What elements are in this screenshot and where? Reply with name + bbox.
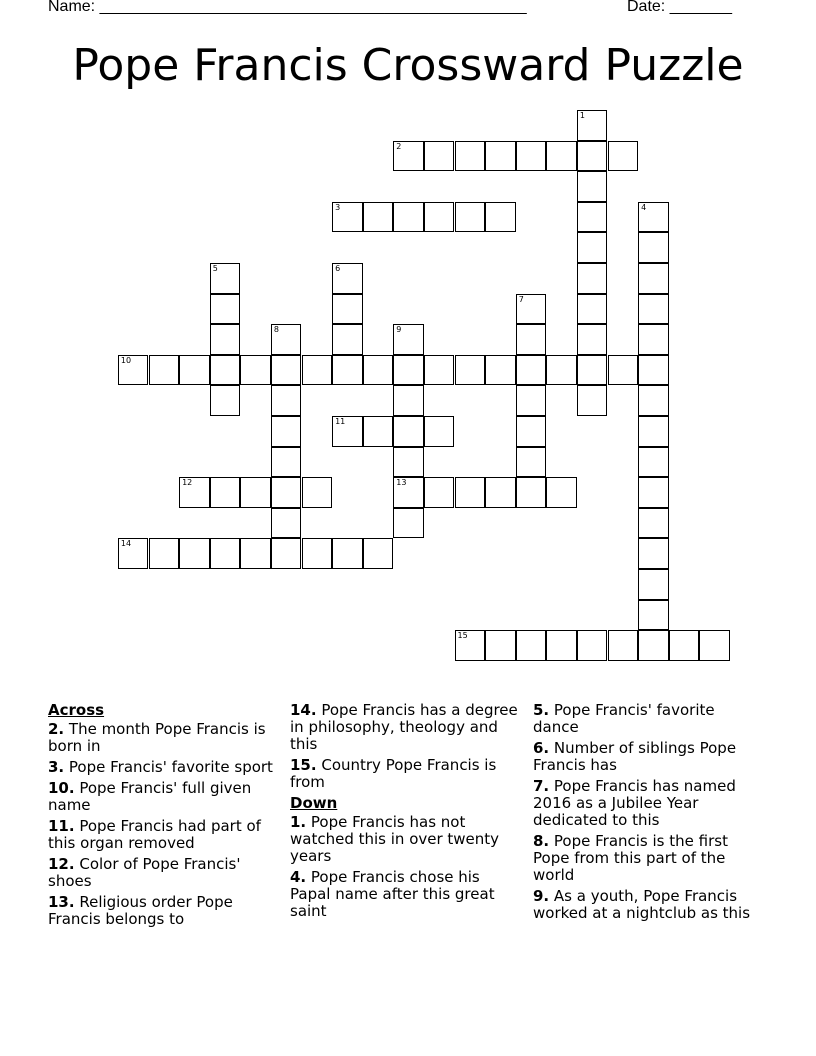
grid-cell[interactable] [638, 508, 669, 539]
clue-number: 4 [641, 202, 647, 212]
grid-cell[interactable] [240, 477, 271, 508]
grid-cell[interactable] [516, 294, 547, 325]
clue-number: 10 [120, 355, 132, 365]
clue-item [290, 757, 520, 791]
clue-item-number: 6. [533, 739, 550, 757]
grid-cell[interactable] [332, 355, 363, 386]
grid-cell[interactable] [393, 477, 424, 508]
grid-cell[interactable] [516, 385, 547, 416]
grid-cell[interactable] [455, 141, 486, 172]
grid-cell[interactable] [393, 355, 424, 386]
grid-cell[interactable] [577, 630, 608, 661]
grid-cell[interactable] [516, 355, 547, 386]
grid-cell[interactable] [118, 355, 149, 386]
grid-cell[interactable] [363, 538, 394, 569]
grid-cell[interactable] [546, 355, 577, 386]
grid-cell[interactable] [608, 355, 639, 386]
grid-cell[interactable] [546, 630, 577, 661]
clues-column-2 [290, 702, 520, 924]
grid-cell[interactable] [210, 355, 241, 386]
grid-cell[interactable] [485, 477, 516, 508]
clue-number: 13 [396, 478, 407, 488]
clue-number: 15 [457, 631, 468, 641]
grid-cell[interactable] [516, 141, 547, 172]
clue-item-text: Pope Francis' favorite sport [64, 758, 273, 776]
clue-item-text: Pope Francis has named 2016 as a Jubilee Year dedicated to this [533, 777, 736, 829]
grid-cell[interactable] [455, 630, 486, 661]
grid-cell[interactable] [516, 416, 547, 447]
grid-cell[interactable] [638, 569, 669, 600]
clues-column-3 [533, 702, 761, 926]
clue-item-number: 14. [290, 701, 317, 719]
clue-item-number: 11. [48, 817, 75, 835]
clue-item-text: Pope Francis' full given name [48, 779, 252, 814]
grid-cell[interactable] [638, 232, 669, 263]
grid-cell[interactable] [424, 141, 455, 172]
grid-cell[interactable] [424, 477, 455, 508]
clue-item-text: Pope Francis is the first Pope from this part of the world [533, 832, 728, 884]
grid-cell[interactable] [363, 202, 394, 233]
clue-number: 8 [273, 325, 279, 335]
grid-cell[interactable] [302, 477, 333, 508]
grid-cell[interactable] [638, 385, 669, 416]
grid-cell[interactable] [608, 630, 639, 661]
grid-cell[interactable] [638, 355, 669, 386]
grid-cell[interactable] [455, 477, 486, 508]
clue-item [48, 721, 276, 755]
clue-item [533, 833, 761, 884]
clue-item-number: 2. [48, 720, 65, 738]
grid-cell[interactable] [577, 171, 608, 202]
clue-number: 3 [335, 202, 341, 212]
grid-cell[interactable] [638, 263, 669, 294]
clue-item-number: 3. [48, 758, 65, 776]
clue-item-number: 8. [533, 832, 550, 850]
grid-cell[interactable] [210, 538, 241, 569]
clue-item-number: 10. [48, 779, 75, 797]
clue-item [48, 894, 276, 928]
grid-cell[interactable] [271, 508, 302, 539]
grid-cell[interactable] [393, 202, 424, 233]
clue-item [533, 740, 761, 774]
grid-cell[interactable] [332, 294, 363, 325]
grid-cell[interactable] [210, 477, 241, 508]
clue-item [290, 702, 520, 753]
grid-cell[interactable] [332, 416, 363, 447]
grid-cell[interactable] [485, 141, 516, 172]
grid-cell[interactable] [393, 416, 424, 447]
clue-item-number: 4. [290, 868, 307, 886]
grid-cell[interactable] [577, 232, 608, 263]
grid-cell[interactable] [638, 447, 669, 478]
grid-cell[interactable] [577, 355, 608, 386]
clue-item [533, 778, 761, 829]
clue-item [48, 856, 276, 890]
grid-cell[interactable] [516, 324, 547, 355]
grid-cell[interactable] [608, 141, 639, 172]
clue-item [48, 818, 276, 852]
clue-item-text: Pope Francis chose his Papal name after this great saint [290, 868, 495, 920]
clue-item-text: Country Pope Francis is from [290, 756, 497, 791]
grid-cell[interactable] [516, 630, 547, 661]
grid-cell[interactable] [332, 538, 363, 569]
grid-cell[interactable] [393, 141, 424, 172]
clue-number: 5 [212, 264, 218, 273]
grid-cell[interactable] [577, 385, 608, 416]
clue-item [48, 780, 276, 814]
grid-cell[interactable] [210, 294, 241, 325]
grid-cell[interactable] [577, 324, 608, 355]
clue-item-text: Number of siblings Pope Francis has [533, 739, 737, 774]
grid-cell[interactable] [516, 447, 547, 478]
grid-cell[interactable] [638, 477, 669, 508]
down-heading: Down [290, 794, 338, 812]
grid-cell[interactable] [669, 630, 700, 661]
name-field-line: Name: ________________________________________________ [48, 0, 527, 15]
grid-cell[interactable] [699, 630, 730, 661]
grid-cell[interactable] [302, 538, 333, 569]
clue-item-number: 15. [290, 756, 317, 774]
clue-item [48, 759, 276, 776]
clue-item-number: 7. [533, 777, 550, 795]
grid-cell[interactable] [424, 416, 455, 447]
grid-cell[interactable] [363, 355, 394, 386]
grid-cell[interactable] [638, 630, 669, 661]
grid-cell[interactable] [393, 447, 424, 478]
clue-item-text: Pope Francis has not watched this in over twenty years [290, 813, 500, 865]
clue-item-text: Pope Francis has a degree in philosophy, theology and this [290, 701, 518, 753]
clue-item [290, 869, 520, 920]
clue-item [290, 814, 520, 865]
grid-cell[interactable] [638, 202, 669, 233]
grid-cell[interactable] [210, 324, 241, 355]
grid-cell[interactable] [577, 141, 608, 172]
clue-item-text: Color of Pope Francis' shoes [48, 855, 241, 890]
grid-cell[interactable] [271, 355, 302, 386]
clue-item-number: 5. [533, 701, 550, 719]
grid-cell[interactable] [179, 477, 210, 508]
clue-item-number: 9. [533, 887, 550, 905]
clue-item-text: Religious order Pope Francis belongs to [48, 893, 233, 928]
clue-number: 6 [335, 264, 341, 273]
grid-cell[interactable] [240, 538, 271, 569]
grid-cell[interactable] [271, 447, 302, 478]
clue-item-text: Pope Francis' favorite dance [533, 701, 715, 736]
grid-cell[interactable] [271, 324, 302, 355]
clues-column-1 [48, 702, 276, 932]
clue-number: 11 [335, 417, 346, 426]
grid-cell[interactable] [546, 477, 577, 508]
grid-cell[interactable] [638, 416, 669, 447]
grid-cell[interactable] [516, 477, 547, 508]
grid-cell[interactable] [210, 263, 241, 294]
grid-cell[interactable] [271, 538, 302, 569]
grid-cell[interactable] [455, 355, 486, 386]
grid-cell[interactable] [393, 385, 424, 416]
grid-cell[interactable] [210, 385, 241, 416]
grid-cell[interactable] [271, 477, 302, 508]
clue-item [533, 702, 761, 736]
grid-cell[interactable] [271, 385, 302, 416]
grid-cell[interactable] [179, 355, 210, 386]
page-title: Pope Francis Crossward Puzzle [72, 40, 744, 91]
grid-cell[interactable] [638, 538, 669, 569]
grid-cell[interactable] [485, 355, 516, 386]
grid-cell[interactable] [149, 355, 180, 386]
grid-cell[interactable] [332, 202, 363, 233]
clue-item-text: Pope Francis had part of this organ removed [48, 817, 261, 852]
grid-cell[interactable] [638, 600, 669, 631]
grid-cell[interactable] [118, 538, 149, 569]
clue-item [533, 888, 761, 922]
grid-cell[interactable] [577, 202, 608, 233]
grid-cell[interactable] [577, 294, 608, 325]
grid-cell[interactable] [393, 324, 424, 355]
grid-cell[interactable] [271, 416, 302, 447]
grid-cell[interactable] [179, 538, 210, 569]
grid-cell[interactable] [424, 355, 455, 386]
grid-cell[interactable] [577, 263, 608, 294]
grid-cell[interactable] [638, 294, 669, 325]
grid-cell[interactable] [485, 630, 516, 661]
grid-cell[interactable] [363, 416, 394, 447]
clue-number: 14 [120, 539, 132, 549]
clue-item-number: 1. [290, 813, 307, 831]
clue-number: 12 [182, 478, 193, 488]
grid-cell[interactable] [393, 508, 424, 539]
across-heading: Across [48, 701, 105, 719]
grid-cell[interactable] [638, 324, 669, 355]
clue-item-text: As a youth, Pope Francis worked at a nightclub as this [533, 887, 751, 922]
clue-item-number: 13. [48, 893, 75, 911]
grid-cell[interactable] [455, 202, 486, 233]
clue-number: 7 [518, 294, 524, 304]
grid-cell[interactable] [332, 263, 363, 294]
grid-cell[interactable] [332, 324, 363, 355]
date-field-line: Date: _______ [627, 0, 732, 15]
clue-number: 9 [396, 325, 402, 335]
clue-number: 1 [579, 111, 585, 120]
grid-cell[interactable] [485, 202, 516, 233]
grid-cell[interactable] [424, 202, 455, 233]
grid-cell[interactable] [577, 110, 608, 141]
grid-cell[interactable] [240, 355, 271, 386]
grid-cell[interactable] [546, 141, 577, 172]
clue-number: 2 [396, 141, 402, 151]
clue-item-number: 12. [48, 855, 75, 873]
grid-cell[interactable] [149, 538, 180, 569]
grid-cell[interactable] [302, 355, 333, 386]
clue-item-text: The month Pope Francis is born in [48, 720, 266, 755]
